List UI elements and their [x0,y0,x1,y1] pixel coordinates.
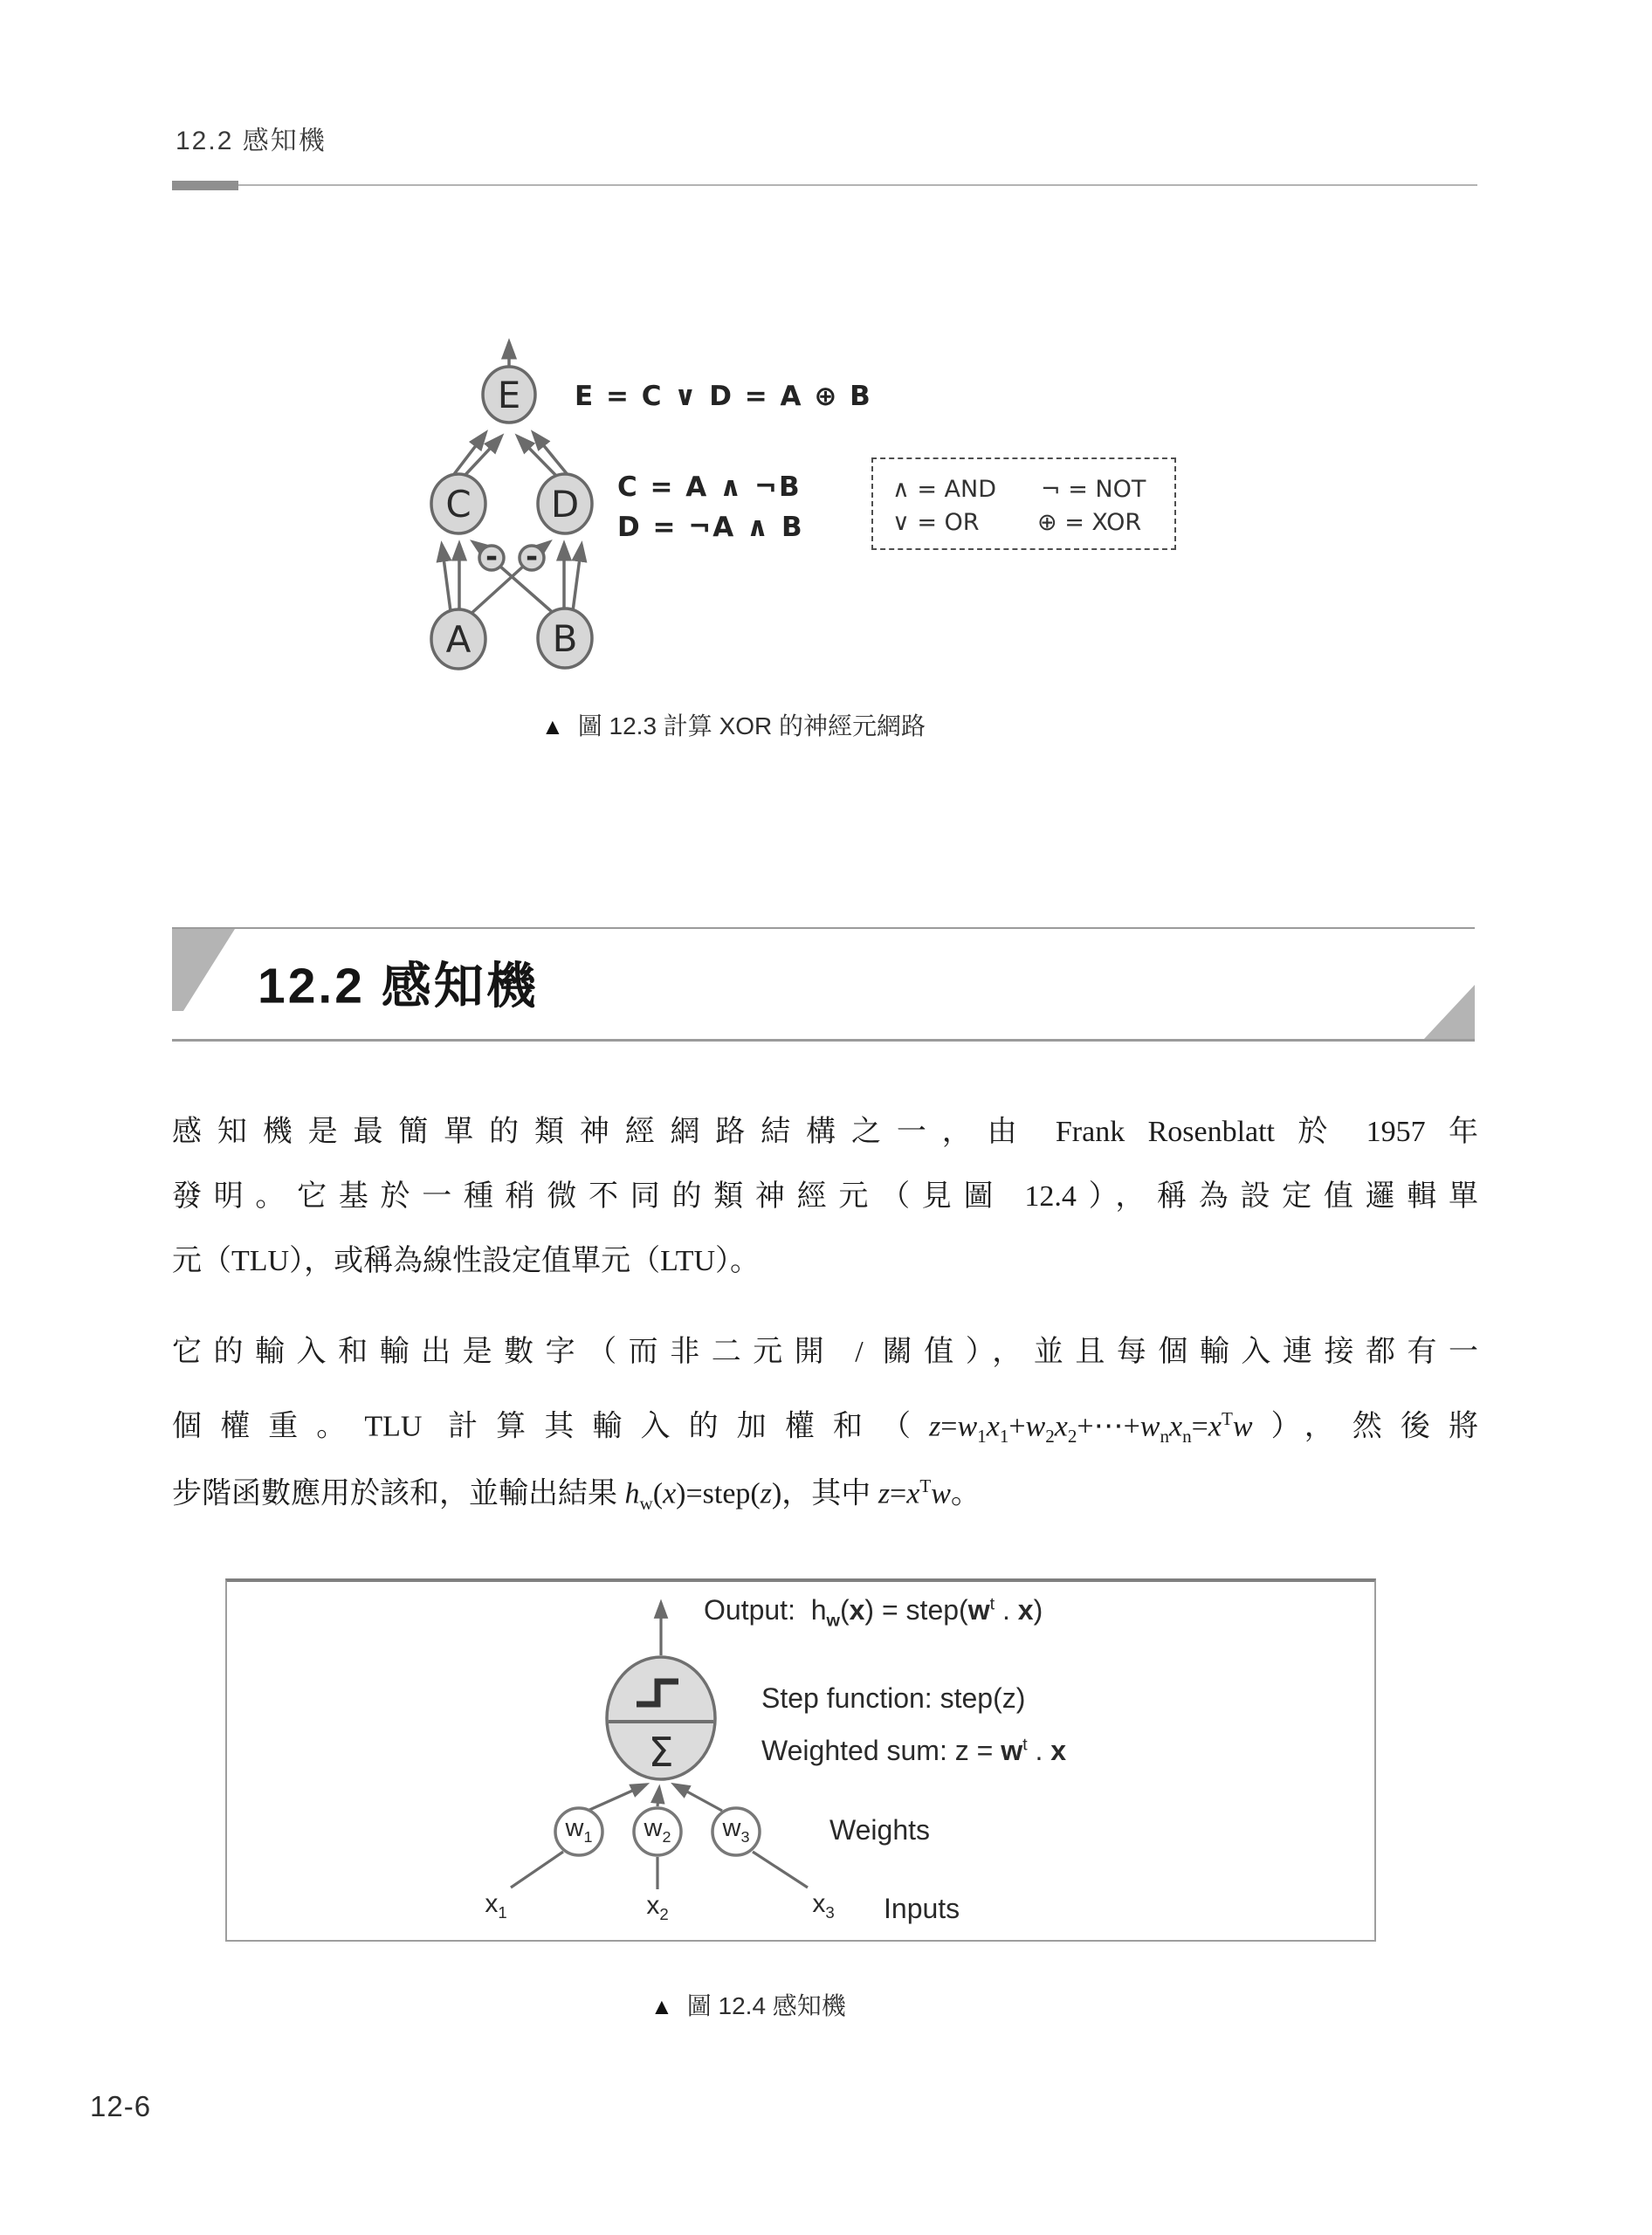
equation-d: D = ¬A ∧ B [617,512,804,543]
section-title: 12.2 感知機 [258,958,539,1014]
edge-inhibit-to-d [540,542,549,549]
node-c-label: C [445,483,472,526]
edge-b-to-d-2 [573,545,582,611]
output-formula: Output: $h_w(x)$ = $step(w^t$ . x) [704,1594,1043,1631]
figure-xor-network [393,319,637,681]
legend-and: ∧ = AND [892,476,997,503]
sigma-symbol: Σ [648,1729,674,1776]
node-b-label: B [552,617,578,660]
legend-xor: ⊕ = XOR [1037,509,1142,536]
input-1-label: $x_1$ [485,1889,507,1922]
paragraph-2 [172,1318,1478,1520]
inhibit-left-label: - [485,540,499,574]
legend-not: ¬ = NOT [1041,476,1146,503]
paragraph-line: 發明。它基於一種稍微不同的類神經元（見圖 12.4），稱為設定值邏輯單 [172,1180,1478,1213]
edge-w3-to-sum [674,1785,722,1811]
edge-a-to-c-1 [442,545,451,611]
node-d-label: D [550,483,580,526]
logic-legend-box [871,457,1176,550]
header-accent-bar [172,181,238,190]
caption-triangle-icon: ▲ [541,713,564,739]
caption-text: 圖 12.3 計算 XOR 的神經元網路 [577,712,926,739]
edge-inhibit-to-c [473,542,483,549]
paragraph-line: 它的輸入和輸出是數字（而非二元開 / 關值），並且每個輸入連接都有一 [172,1336,1478,1368]
figure-12-4-caption [650,1987,846,2022]
inputs-label: Inputs [884,1893,960,1924]
running-header: 12.2 感知機 [176,127,327,155]
paragraph-line: 元（TLU），或稱為線性設定值單元（LTU）。 [172,1245,761,1277]
equation-c: C = A ∧ ¬B [617,471,802,503]
weight-3-label: $w_3$ [722,1814,750,1846]
paragraph-1 [172,1100,1478,1294]
inhibit-right-label: - [525,540,539,574]
header-rule [238,184,1477,186]
page-number: 12-6 [90,2090,152,2122]
edge-w1-to-sum [588,1785,646,1811]
weighted-sum-label: Weighted sum: $z = w^t$ . x [761,1735,1067,1766]
weight-2-label: $w_2$ [644,1814,671,1846]
figure-12-3-caption [541,707,926,742]
paragraph-line: 步階函數應用於該和，並輸出結果 $h_w(x)=step(z)$，其中 $z=x^Tw$。 [172,1475,981,1515]
weights-label: Weights [829,1814,931,1846]
equation-e: E = C ∨ D = A ⊕ B [575,381,872,412]
banner-right-decoration [1424,985,1475,1039]
edge-x3-to-w3 [753,1852,808,1888]
step-function-label: Step function: step(z) [761,1682,1026,1714]
caption-triangle-icon: ▲ [650,1993,673,2019]
edge-x1-to-w1 [511,1852,563,1888]
node-a-label: A [445,618,472,661]
paragraph-line: 個權重。TLU 計算其輸入的加權和$(z=w_1x_1+w_2x_2+\cdots+w_nx_n=x^Tw)$，然後將 [172,1408,1479,1448]
paragraph-line: 感知機是最簡單的類神經網路結構之一，由 Frank Rosenblatt 於 1957 年 [172,1116,1478,1148]
input-2-label: $x_2$ [646,1891,669,1923]
node-e-label: E [497,374,521,416]
banner-left-decoration [172,929,235,1011]
edge-w2-to-sum [657,1788,659,1806]
weight-1-label: $w_1$ [565,1814,593,1846]
caption-text: 圖 12.4 感知機 [686,1992,846,2019]
legend-or: ∨ = OR [892,509,980,536]
section-banner [172,927,1475,1042]
input-3-label: $x_3$ [812,1889,835,1922]
